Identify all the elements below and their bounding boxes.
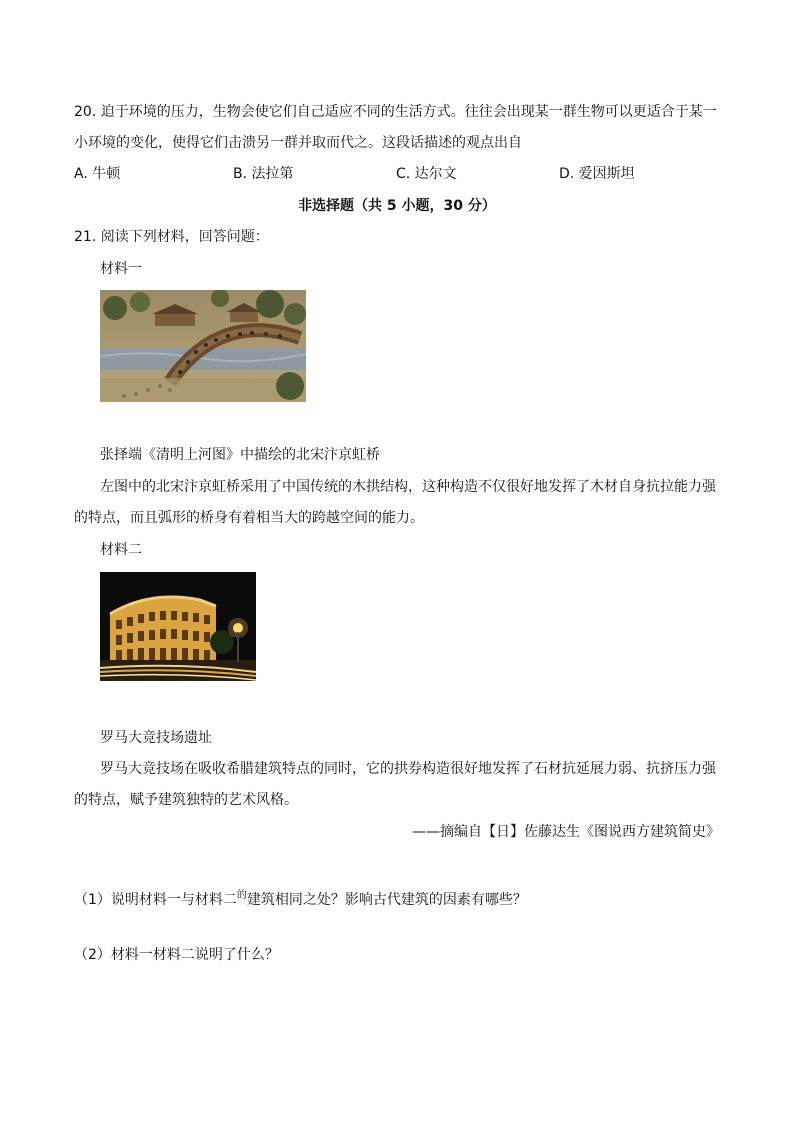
material-2-text-line-2: 的特点，赋予建筑独特的艺术风格。 xyxy=(74,792,298,808)
q20-option-a: A. 牛顿 xyxy=(74,166,121,182)
sub-1-superscript: 的 xyxy=(236,890,247,901)
material-1-text-line-2: 的特点，而且弧形的桥身有着相当大的跨越空间的能力。 xyxy=(74,510,424,526)
material-1-caption: 张择端《清明上河图》中描绘的北宋汴京虹桥 xyxy=(100,447,380,463)
material-2-text-line-1: 罗马大竞技场在吸收希腊建筑特点的同时，它的拱券构造很好地发挥了石材抗延展力弱、抗挤压力强 xyxy=(100,761,716,777)
q21-sub-question-2: （2）材料一材料二说明了什么？ xyxy=(74,947,279,963)
sub-1-text-b: 建筑相同之处？影响古代建筑的因素有哪些？ xyxy=(246,892,527,908)
hongqiao-bridge-painting xyxy=(100,290,306,402)
q20-option-b: B. 法拉第 xyxy=(233,166,294,182)
sub-1-text-a: （1）说明材料一与材料二 xyxy=(74,892,237,908)
q21-intro: 21. 阅读下列材料，回答问题： xyxy=(74,229,269,245)
q20-line-1: 20. 迫于环境的压力，生物会使它们自己适应不同的生活方式。往往会出现某一群生物可以更适合于某一 xyxy=(74,104,717,120)
q20-option-d: D. 爱因斯坦 xyxy=(559,166,635,182)
q20-option-c: C. 达尔文 xyxy=(396,166,457,182)
q20-line-2: 小环境的变化，使得它们击溃另一群并取而代之。这段话描述的观点出自 xyxy=(74,135,522,151)
q21-sub-question-1 xyxy=(74,886,527,910)
material-2-caption: 罗马大竞技场遗址 xyxy=(100,730,212,746)
material-2-source: ——摘编自【日】佐藤达生《图说西方建筑简史》 xyxy=(412,824,720,840)
colosseum-photo xyxy=(100,572,256,681)
section-title: 非选择题（共 5 小题，30 分） xyxy=(298,198,496,214)
material-1-heading: 材料一 xyxy=(100,261,142,277)
material-2-heading: 材料二 xyxy=(100,542,142,558)
material-1-text-line-1: 左图中的北宋汴京虹桥采用了中国传统的木拱结构，这种构造不仅很好地发挥了木材自身抗拉能力强 xyxy=(100,479,716,495)
